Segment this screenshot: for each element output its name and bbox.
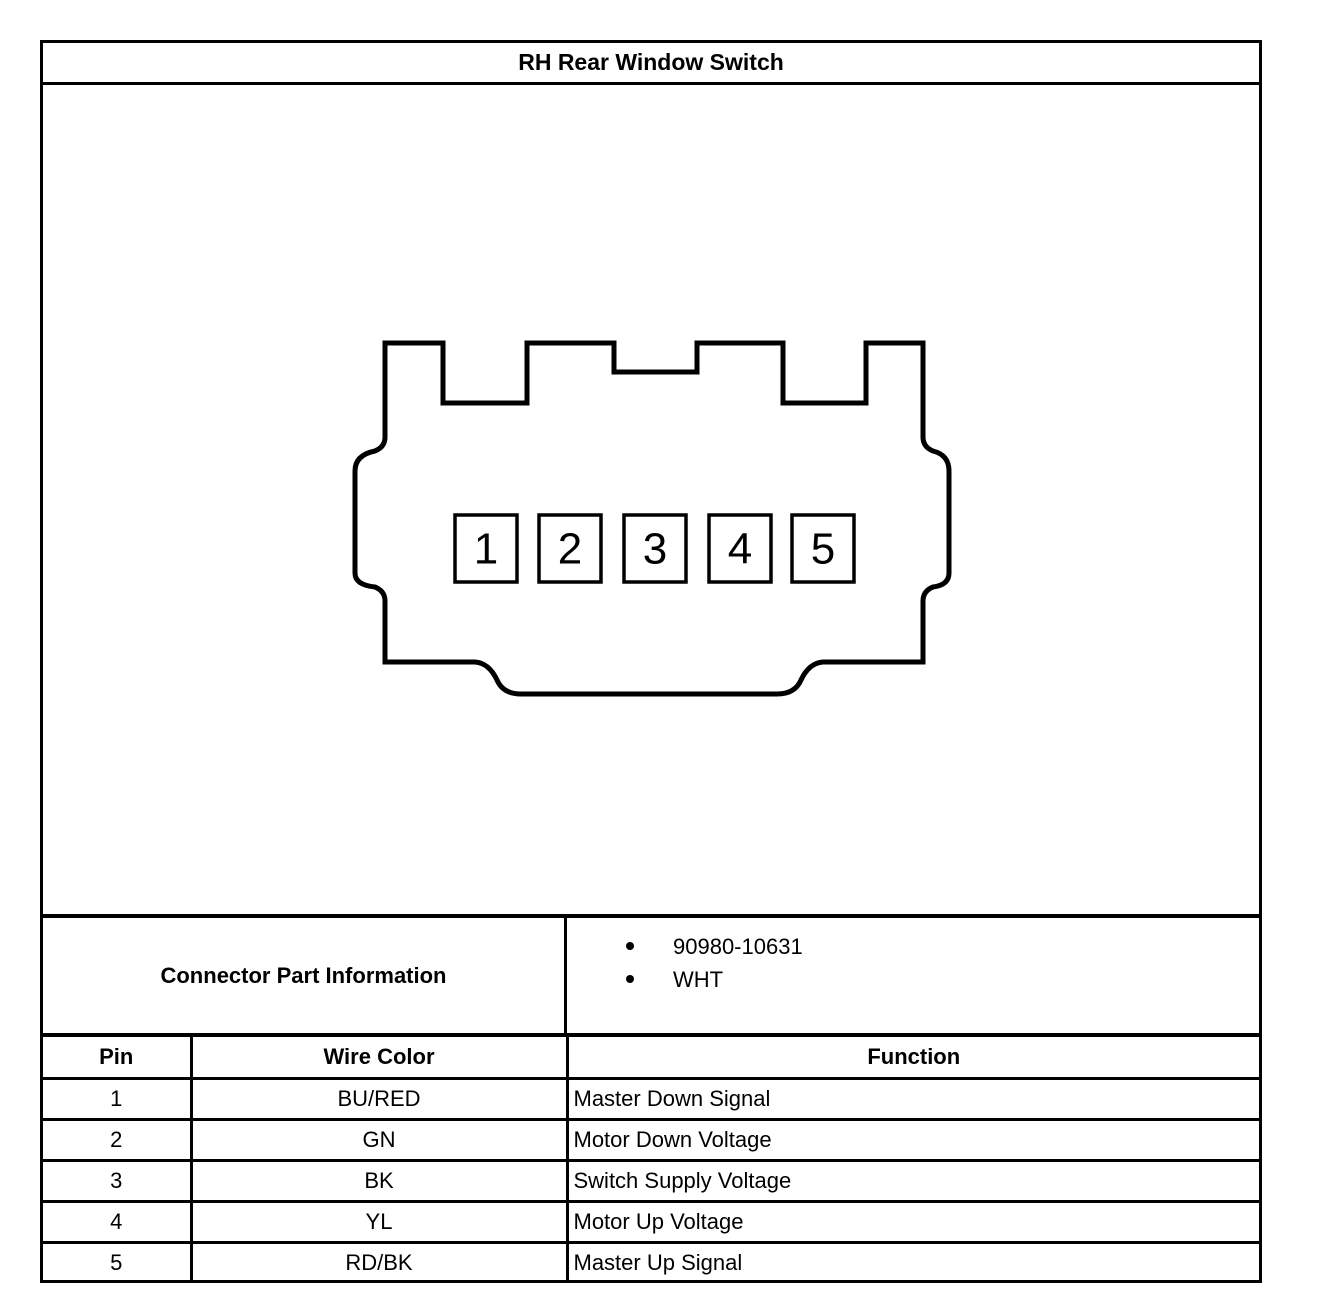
pin-cell: 4	[43, 1201, 191, 1242]
function-cell: Master Down Signal	[567, 1078, 1259, 1119]
function-cell: Master Up Signal	[573, 1250, 743, 1276]
function-cell: Motor Down Voltage	[567, 1119, 1259, 1160]
table-row	[43, 1119, 1259, 1160]
table-row	[43, 1201, 1259, 1242]
connector-info-sheet	[40, 40, 1262, 1283]
pin-number-label: 1	[473, 524, 499, 574]
table-row	[43, 1242, 1259, 1283]
table-row	[43, 1160, 1259, 1201]
pin-number-label: 3	[642, 524, 668, 574]
connector-diagram	[43, 85, 1259, 918]
pin-cell: 3	[43, 1160, 191, 1201]
function-header: Function	[567, 1037, 1259, 1078]
pin-number-label: 5	[810, 524, 836, 574]
pin-cell: 1	[43, 1078, 191, 1119]
wire-color-cell: BU/RED	[191, 1078, 567, 1119]
connector-color: WHT	[567, 963, 1259, 996]
pin-number-label: 4	[727, 524, 753, 574]
connector-part-info	[43, 918, 1259, 1037]
pin-cell: 2	[43, 1119, 191, 1160]
function-cell: Motor Up Voltage	[567, 1201, 1259, 1242]
pinout-table	[43, 1037, 1259, 1283]
connector-outline	[355, 343, 949, 694]
function-cell: Switch Supply Voltage	[567, 1160, 1259, 1201]
table-row	[43, 1078, 1259, 1119]
wire-color-cell: GN	[191, 1119, 567, 1160]
pin-header: Pin	[43, 1037, 191, 1078]
wire-color-cell: RD/BK	[191, 1242, 567, 1283]
pin-number-label: 2	[557, 524, 583, 574]
wire-color-cell: YL	[191, 1201, 567, 1242]
page-title: RH Rear Window Switch	[43, 43, 1259, 85]
connector-face-drawing	[43, 85, 1259, 918]
connector-part-info-label: Connector Part Information	[43, 918, 567, 1033]
connector-part-info-list	[567, 918, 1259, 1045]
pinout-header-row	[43, 1037, 1259, 1078]
wire-color-header: Wire Color	[191, 1037, 567, 1078]
wire-color-cell: BK	[191, 1160, 567, 1201]
part-number: 90980-10631	[567, 930, 1259, 963]
pin-cell: 5	[43, 1242, 191, 1283]
